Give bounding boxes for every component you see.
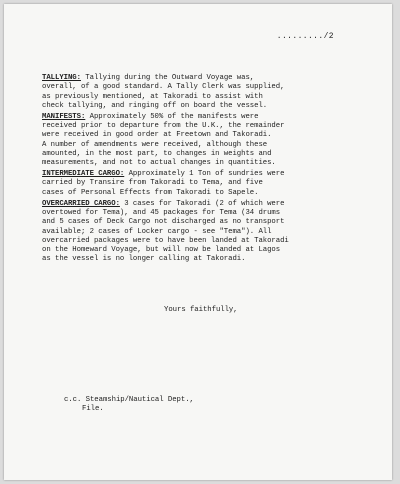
carbon-copy-list [64, 396, 194, 415]
cc-line: c.c. Steamship/Nautical Dept., [64, 396, 194, 404]
text-line: as the vessel is no longer calling at Takoradi. [42, 255, 246, 264]
text-line: A number of amendments were received, although these [42, 140, 268, 149]
text-line: carried by Transire from Takoradi to Tema, and five [42, 179, 263, 188]
paragraph-tallying [42, 74, 372, 111]
text-line: received prior to departure from the U.K., the remainder [42, 122, 285, 131]
text-line: check tallying, and ringing off on board the vessel. [42, 101, 268, 110]
text-line: were received in good order at Freetown and Takoradi. [42, 131, 272, 140]
text-line: overcarried packages were to have been landed at Takoradi [42, 236, 289, 245]
heading-overcarried-cargo: OVERCARRIED CARGO: [42, 199, 120, 208]
paragraph-overcarried-cargo [42, 200, 372, 265]
text-line: amounted, in the most part, to changes in weights and [42, 149, 272, 158]
text-line: on the Homeward Voyage, but will now be landed at Lagos [42, 246, 281, 255]
paragraph-intermediate-cargo [42, 170, 372, 198]
text-line: available; 2 cases of Locker cargo - see "Tema"). All [42, 227, 272, 236]
letter-body [42, 74, 372, 266]
cc-line: File. [82, 405, 104, 414]
text-line: measurements, and not to actual changes in quantities. [42, 159, 276, 168]
text-line: overtowed for Tema), and 45 packages for Tema (34 drums [42, 208, 281, 217]
closing-salutation: Yours faithfully, [164, 306, 238, 314]
heading-manifests: MANIFESTS: [42, 112, 86, 121]
text-line: as previously mentioned, at Takoradi to assist with [42, 92, 263, 101]
text-line: Tallying during the Outward Voyage was, [80, 74, 255, 82]
text-line: 3 cases for Takoradi (2 of which were [119, 199, 285, 208]
text-line: and 5 cases of Deck Cargo not discharged as no transport [42, 218, 285, 227]
text-line: Approximately 50% of the manifests were [85, 112, 259, 121]
heading-tallying: TALLYING: [42, 74, 81, 82]
page-reference: ........./2 [276, 32, 334, 41]
document-page [4, 4, 392, 480]
paragraph-manifests [42, 113, 372, 169]
text-line: overall, of a good standard. A Tally Clerk was supplied, [42, 83, 285, 92]
heading-intermediate-cargo: INTERMEDIATE CARGO: [42, 170, 125, 179]
text-line: cases of Personal Effects from Takoradi to Sapele. [42, 188, 259, 197]
text-line: Approximately 1 Ton of sundries were [124, 170, 285, 179]
